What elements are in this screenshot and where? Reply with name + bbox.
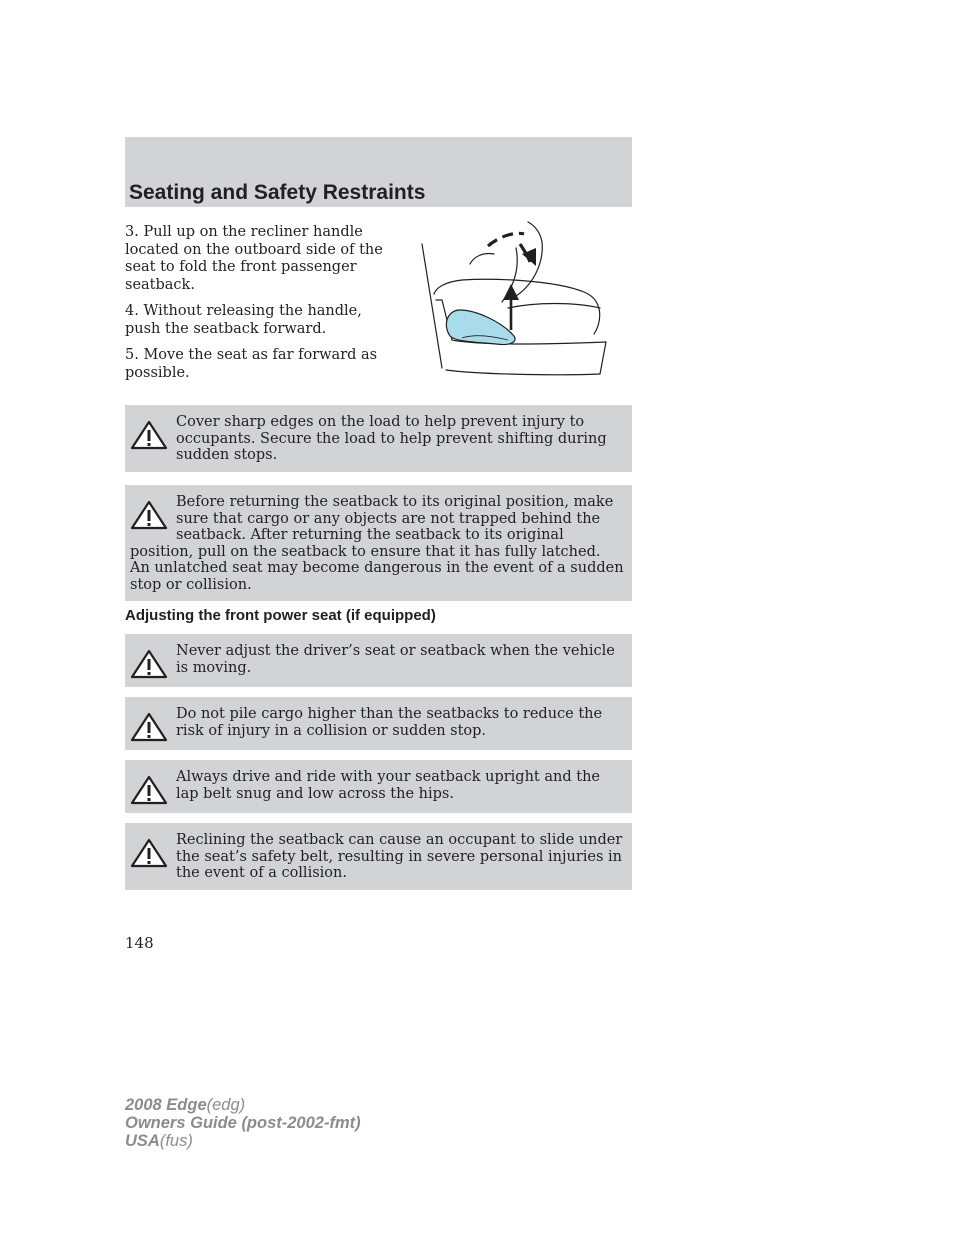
instruction-steps — [125, 224, 385, 391]
document-footer — [125, 1096, 361, 1150]
warning-triangle-icon — [130, 420, 168, 450]
warning-text: Reclining the seatback can cause an occupant to slide under the seat’s safety belt, resulting in severe personal injuries in the event of a collision. — [176, 832, 623, 881]
section-title: Seating and Safety Restraints — [129, 181, 426, 204]
warning-box — [125, 760, 632, 813]
warning-box — [125, 823, 632, 890]
warning-text: Before returning the seatback to its original position, make sure that cargo or any objects are not trapped behind the seatback. After returning the seatback to its original position, pull on the seatback to ensure that it has fully latched. An unlatched seat may become dangerous in the event of a sudden stop or collision. — [130, 494, 624, 593]
section-header-band — [125, 137, 632, 207]
warning-text: Never adjust the driver’s seat or seatback when the vehicle is moving. — [176, 643, 615, 676]
warning-text: Cover sharp edges on the load to help prevent injury to occupants. Secure the load to help prevent shifting during sudden stops. — [176, 414, 607, 463]
page-number: 148 — [125, 934, 154, 952]
footer-line-model — [125, 1096, 361, 1114]
step-3: 3. Pull up on the recliner handle located on the outboard side of the seat to fold the front passenger seatback. — [125, 224, 383, 293]
warning-box — [125, 697, 632, 750]
footer-line-market — [125, 1132, 361, 1150]
warning-triangle-icon — [130, 649, 168, 679]
warning-text: Always drive and ride with your seatback upright and the lap belt snug and low across the hips. — [176, 769, 600, 802]
warning-triangle-icon — [130, 712, 168, 742]
warning-box — [125, 485, 632, 601]
step-5: 5. Move the seat as far forward as possible. — [125, 347, 378, 381]
section-heading: Adjusting the front power seat (if equipped) — [125, 607, 436, 624]
warning-triangle-icon — [130, 500, 168, 530]
warning-triangle-icon — [130, 775, 168, 805]
warning-box — [125, 634, 632, 687]
up-arrow-icon — [503, 284, 519, 300]
footer-model-code: (edg) — [206, 1096, 246, 1114]
footer-model: 2008 Edge — [125, 1096, 207, 1114]
footer-market: USA — [125, 1132, 160, 1150]
step-4: 4. Without releasing the handle, push the seatback forward. — [125, 303, 362, 337]
footer-market-code: (fus) — [159, 1132, 193, 1150]
seat-recliner-illustration — [404, 218, 630, 386]
footer-guide: Owners Guide (post-2002-fmt) — [125, 1114, 361, 1132]
warning-text: Do not pile cargo higher than the seatbacks to reduce the risk of injury in a collision or sudden stop. — [176, 706, 603, 739]
warning-triangle-icon — [130, 838, 168, 868]
warning-box — [125, 405, 632, 472]
